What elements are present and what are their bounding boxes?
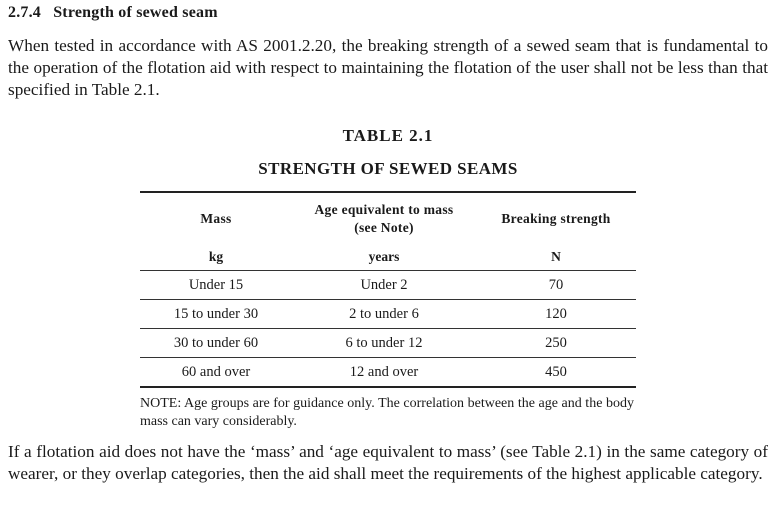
header-age <box>292 192 476 244</box>
unit-breaking: N <box>476 244 636 271</box>
unit-age: years <box>292 244 476 271</box>
table-row <box>140 271 636 300</box>
cell-mass: 60 and over <box>140 358 292 388</box>
table-caption: STRENGTH OF SEWED SEAMS <box>258 159 518 178</box>
table-row <box>140 300 636 329</box>
section-heading <box>8 4 218 22</box>
table-units-row <box>140 244 636 271</box>
header-age-line1: Age equivalent to mass <box>314 201 454 217</box>
table-row <box>140 329 636 358</box>
cell-breaking: 450 <box>476 358 636 388</box>
header-breaking-strength: Breaking strength <box>476 192 636 244</box>
cell-breaking: 70 <box>476 271 636 300</box>
cell-mass: Under 15 <box>140 271 292 300</box>
cell-age: Under 2 <box>292 271 476 300</box>
header-age-line2: (see Note) <box>354 219 414 235</box>
cell-breaking: 250 <box>476 329 636 358</box>
section-title: Strength of sewed seam <box>53 4 218 21</box>
header-mass: Mass <box>140 192 292 244</box>
intro-paragraph: When tested in accordance with AS 2001.2.20, the breaking strength of a sewed seam that is fundamental to the operation of the flotation aid with respect to maintaining the flotation of the user shall not be less than that specified in Table 2.1. <box>8 36 768 99</box>
cell-age: 2 to under 6 <box>292 300 476 329</box>
cell-age: 12 and over <box>292 358 476 388</box>
cell-breaking: 120 <box>476 300 636 329</box>
table-note: NOTE: Age groups are for guidance only. The correlation between the age and the body mass can vary considerably. <box>140 396 634 429</box>
cell-mass: 15 to under 30 <box>140 300 292 329</box>
table-header-row <box>140 192 636 244</box>
seam-strength-table <box>140 191 636 388</box>
cell-age: 6 to under 12 <box>292 329 476 358</box>
section-number: 2.7.4 <box>8 4 41 21</box>
table-row <box>140 358 636 388</box>
cell-mass: 30 to under 60 <box>140 329 292 358</box>
table-number: TABLE 2.1 <box>342 126 434 145</box>
unit-mass: kg <box>140 244 292 271</box>
closing-paragraph: If a flotation aid does not have the ‘mass’ and ‘age equivalent to mass’ (see Table 2.1) in the same category of wearer, or they overlap categories, then the aid shall meet the requirements of the highest applicable category. <box>8 442 768 483</box>
